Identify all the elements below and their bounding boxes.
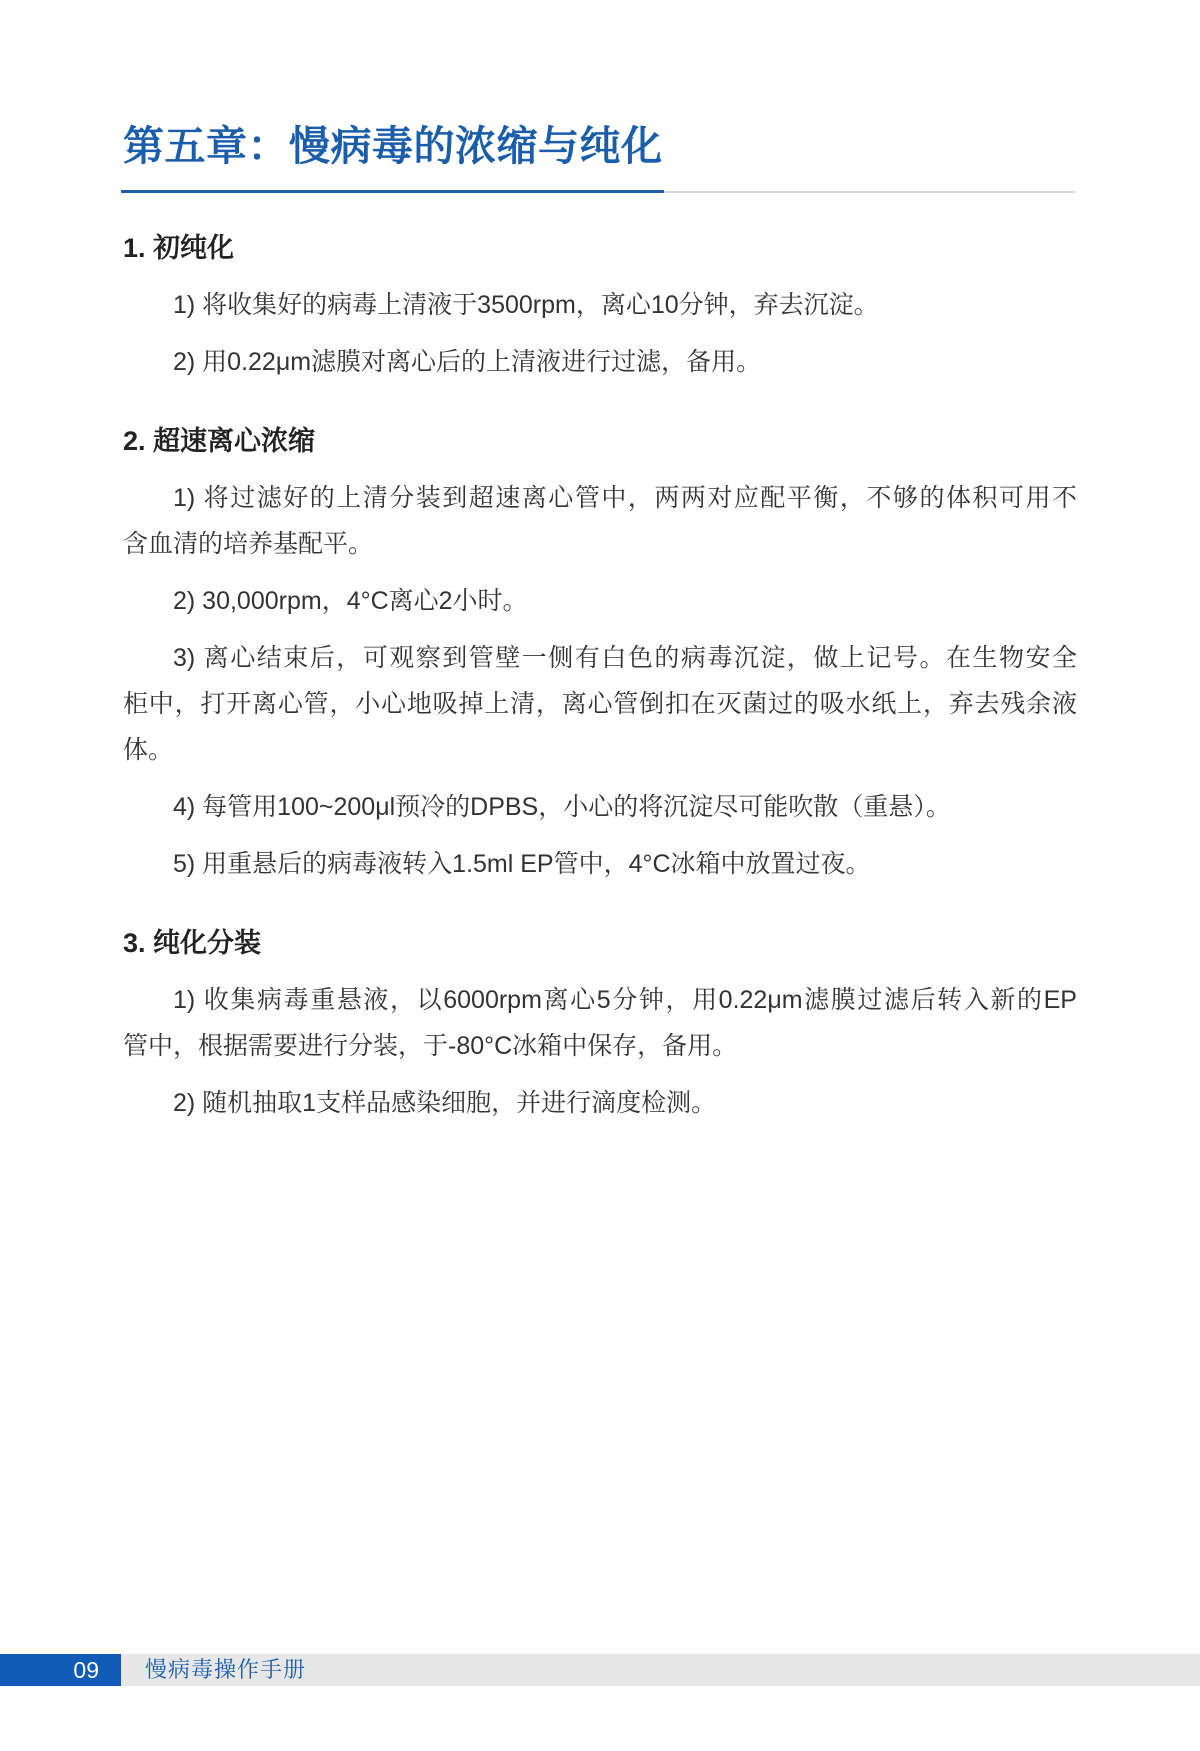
paragraph-line: 2) 30,000rpm，4°C离心2小时。 (173, 587, 528, 615)
paragraph-line: 1) 将过滤好的上清分装到超速离心管中，两两对应配平衡，不够的体积可用不 (173, 484, 1077, 512)
title-underline (121, 190, 1075, 193)
paragraph-line: 管中，根据需要进行分装，于-80°C冰箱中保存，备用。 (123, 1032, 738, 1060)
step-paragraph (123, 784, 1077, 830)
paragraph-line: 3) 离心结束后，可观察到管壁一侧有白色的病毒沉淀，做上记号。在生物安全 (173, 644, 1077, 672)
paragraph-line: 2) 用0.22μm滤膜对离心后的上清液进行过滤，备用。 (173, 348, 762, 376)
step-paragraph (123, 282, 1077, 328)
chapter-title: 第五章：慢病毒的浓缩与纯化 (123, 123, 663, 169)
paragraph-line: 4) 每管用100~200μl预冷的DPBS，小心的将沉淀尽可能吹散（重悬）。 (173, 793, 951, 821)
section-purification-aliquoting (123, 920, 1077, 1126)
paragraph-line: 5) 用重悬后的病毒液转入1.5ml EP管中，4°C冰箱中放置过夜。 (173, 850, 871, 878)
page-number: 09 (0, 1654, 121, 1686)
step-paragraph (123, 977, 1077, 1069)
section-heading: 3. 纯化分装 (123, 928, 262, 958)
step-paragraph (123, 635, 1077, 773)
section-heading: 1. 初纯化 (123, 233, 235, 263)
paragraph-line: 体。 (123, 736, 174, 764)
step-paragraph (123, 578, 1077, 624)
step-paragraph (123, 339, 1077, 385)
paragraph-line: 柜中，打开离心管，小心地吸掉上清，离心管倒扣在灭菌过的吸水纸上，弃去残余液 (123, 690, 1077, 718)
step-paragraph (123, 841, 1077, 887)
section-heading: 2. 超速离心浓缩 (123, 426, 316, 456)
footer-book-title: 慢病毒操作手册 (145, 1657, 307, 1682)
step-paragraph (123, 475, 1077, 567)
step-paragraph (123, 1080, 1077, 1126)
paragraph-line: 1) 将收集好的病毒上清液于3500rpm，离心10分钟，弃去沉淀。 (173, 291, 879, 319)
section-ultracentrifugation (123, 418, 1077, 887)
paragraph-line: 2) 随机抽取1支样品感染细胞，并进行滴度检测。 (173, 1089, 717, 1117)
paragraph-line: 含血清的培养基配平。 (123, 530, 374, 558)
section-initial-purification (123, 225, 1077, 385)
page-footer (0, 1654, 1200, 1686)
page-content (123, 118, 1077, 1126)
paragraph-line: 1) 收集病毒重悬液，以6000rpm离心5分钟，用0.22μm滤膜过滤后转入新的EP (173, 986, 1077, 1014)
title-underline-accent (121, 190, 664, 193)
